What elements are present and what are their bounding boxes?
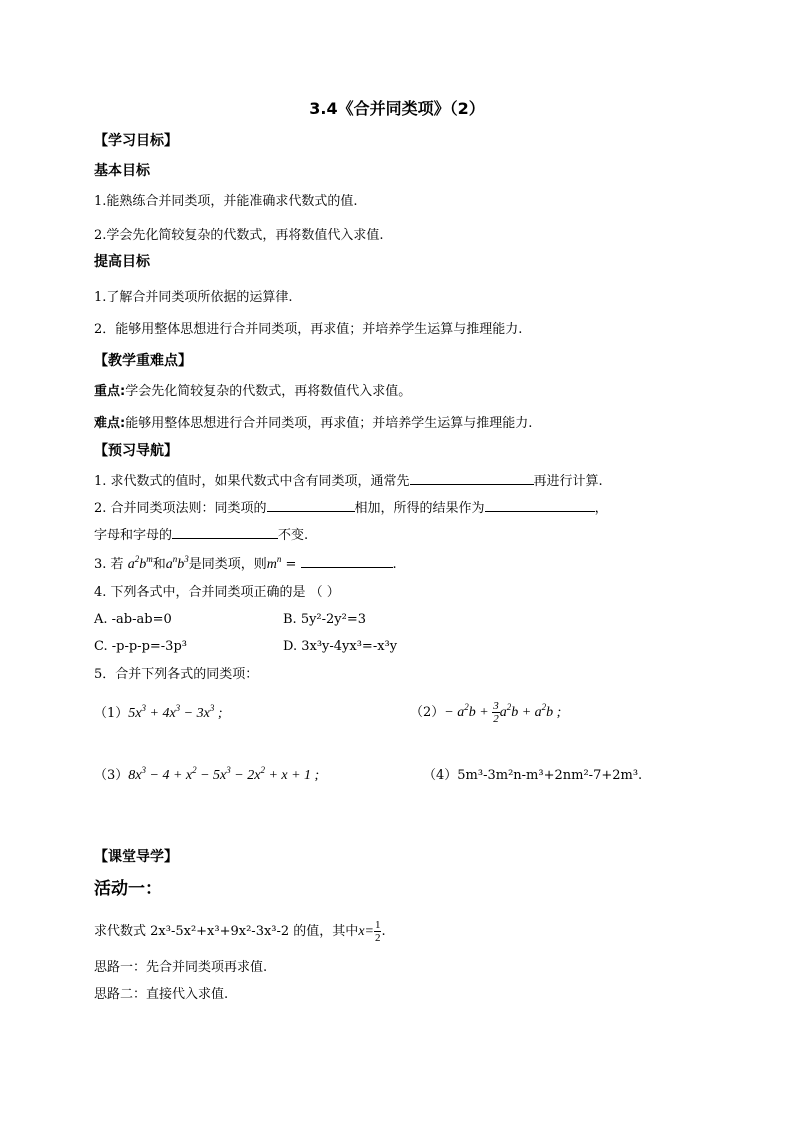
q3-blank[interactable] <box>301 553 393 568</box>
q2-comma: ， <box>594 501 608 516</box>
expr-1-label: （1） <box>94 706 129 721</box>
expr-1-math: $5x^3 + 4x^3 - 3x^3$ ; <box>128 703 223 721</box>
task-variable: x= <box>358 924 374 939</box>
q2-text-mid: 相加，所得的结果作为 <box>354 501 485 516</box>
advanced-goal-2: 2．能够用整体思想进行合并同类项，再求值；并培养学生运算与推理能力. <box>94 322 523 337</box>
difficulty-text: 能够用整体思想进行合并同类项，再求值；并培养学生运算与推理能力. <box>125 416 533 431</box>
key-points-header: 【教学重难点】 <box>94 353 192 369</box>
key-label: 重点: <box>94 384 126 399</box>
q2-text: 2. 合并同类项法则：同类项的 <box>94 501 267 516</box>
expr-3-math: $8x^3 - 4 + x^2 - 5x^3 - 2x^2 + x + 1$ ; <box>128 765 320 783</box>
q3-equals: = <box>285 557 297 572</box>
question-2 <box>94 497 608 519</box>
expr-4-label: （4） <box>423 768 458 783</box>
idea-1: 思路一：先合并同类项再求值. <box>94 960 268 975</box>
q2-text-end: 不变. <box>278 528 309 543</box>
basic-goals-header: 基本目标 <box>94 163 150 179</box>
expr-2-label: （2） <box>410 705 445 720</box>
advanced-goals-header: 提高目标 <box>94 254 150 270</box>
option-b: B. 5y²-2y²=3 <box>283 612 367 627</box>
question-2-cont <box>94 524 308 546</box>
q3-period: . <box>392 557 397 572</box>
preview-header: 【预习导航】 <box>94 443 178 459</box>
question-3 <box>94 553 397 575</box>
activity-task <box>94 918 386 946</box>
option-a: A. -ab-ab=0 <box>94 612 172 627</box>
expr-3-label: （3） <box>94 768 129 783</box>
fraction-numerator: 1 <box>374 919 381 931</box>
difficulty-point <box>94 414 532 434</box>
q3-term-2: $a^nb^3$ <box>165 554 189 572</box>
q3-term-1: $a^2b^m$ <box>127 554 153 572</box>
advanced-goal-1: 1.了解合并同类项所依据的运算律. <box>94 290 293 305</box>
expr-1 <box>94 704 223 724</box>
expr-3 <box>94 766 319 786</box>
basic-goal-1: 1.能熟练合并同类项，并能准确求代数式的值. <box>94 194 358 209</box>
question-1 <box>94 470 603 492</box>
task-period: . <box>381 924 386 939</box>
expr-2 <box>410 700 561 726</box>
key-point <box>94 382 411 402</box>
q3-term-3: $m^n$ <box>266 554 282 572</box>
question-5: 5．合并下列各式的同类项： <box>94 667 259 682</box>
q3-text-2: 是同类项，则 <box>188 557 267 572</box>
expr-4 <box>423 766 642 786</box>
option-d: D. 3x³y-4yx³=-x³y <box>283 639 398 654</box>
q1-text-end: 再进行计算. <box>533 474 603 489</box>
q3-text: 3. 若 <box>94 557 124 572</box>
q2-blank-3[interactable] <box>172 524 278 539</box>
key-text: 学会先化简较复杂的代数式，再将数值代入求值。 <box>125 384 412 399</box>
option-c: C. -p-p-p=-3p³ <box>94 639 187 654</box>
q2-text-2: 字母和字母的 <box>94 528 173 543</box>
expr-2-math: − $a^2b$ + $\frac{3}{2}$ $a^2b + a^2b$ ; <box>444 700 562 726</box>
q2-blank-2[interactable] <box>485 497 595 512</box>
idea-2: 思路二：直接代入求值. <box>94 987 229 1002</box>
page-title: 3.4《合并同类项》（2） <box>309 99 485 118</box>
goals-header: 【学习目标】 <box>94 133 178 149</box>
task-text: 求代数式 2x³-5x²+x³+9x²-3x³-2 的值，其中 <box>94 924 359 939</box>
q3-and: 和 <box>152 557 166 572</box>
fraction-denominator: 2 <box>374 932 381 944</box>
q1-blank[interactable] <box>410 470 534 485</box>
q1-text: 1. 求代数式的值时，如果代数式中含有同类项，通常先 <box>94 474 410 489</box>
activity-title: 活动一： <box>94 879 162 899</box>
q2-blank-1[interactable] <box>267 497 355 512</box>
expr-4-math: 5m³-3m²n-m³+2nm²-7+2m³. <box>457 768 643 783</box>
basic-goal-2: 2.学会先化简较复杂的代数式，再将数值代入求值. <box>94 228 384 243</box>
difficulty-label: 难点: <box>94 416 126 431</box>
class-header: 【课堂导学】 <box>94 849 178 865</box>
question-4: 4. 下列各式中，合并同类项正确的是 （ ） <box>94 585 340 600</box>
